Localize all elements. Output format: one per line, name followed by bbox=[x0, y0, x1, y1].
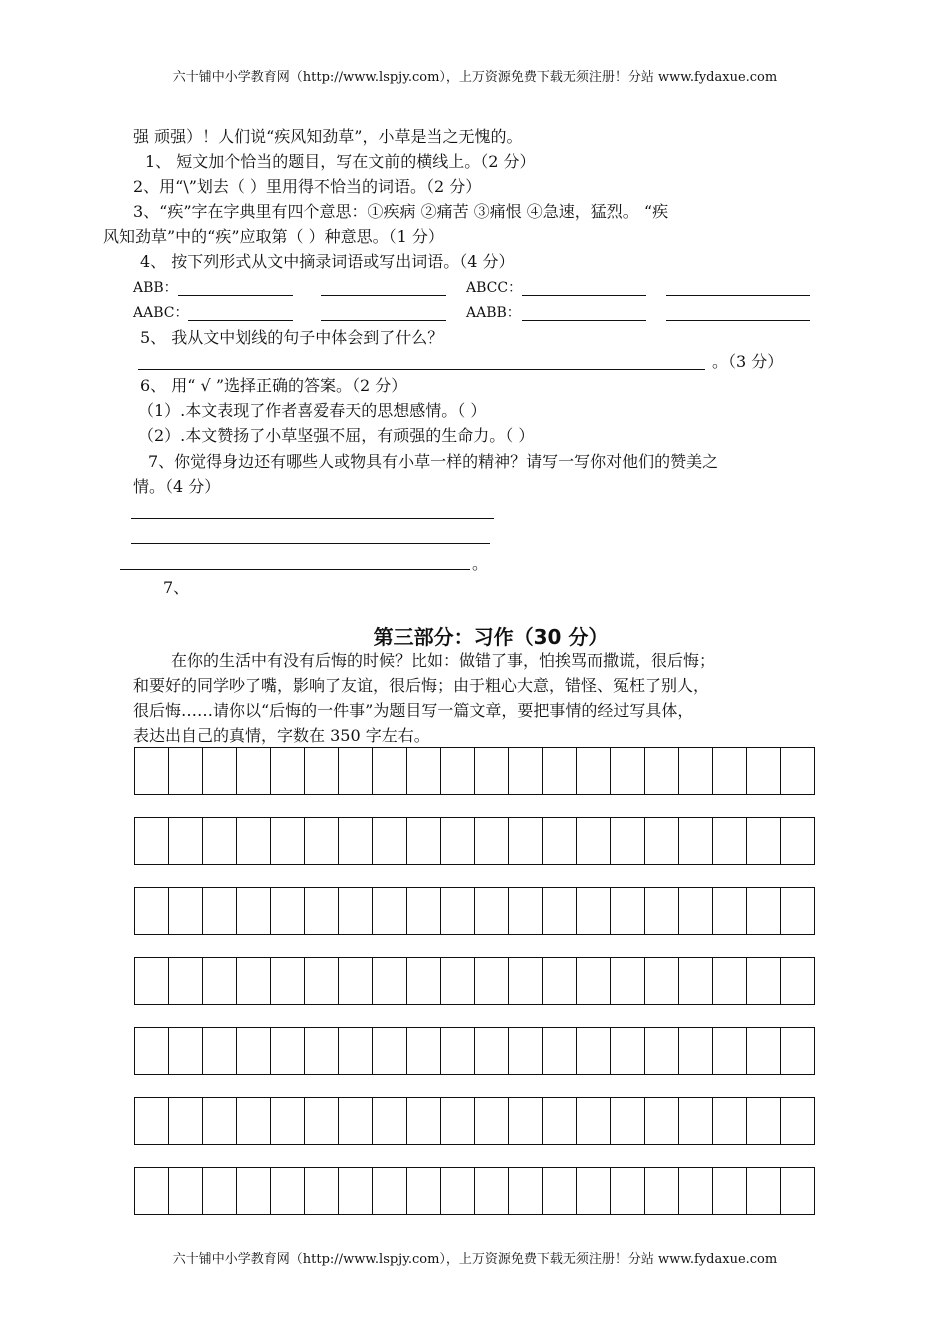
grid-cell[interactable] bbox=[339, 747, 373, 795]
grid-cell[interactable] bbox=[305, 747, 339, 795]
grid-cell[interactable] bbox=[645, 747, 679, 795]
grid-cell[interactable] bbox=[781, 747, 815, 795]
grid-cell[interactable] bbox=[305, 957, 339, 1005]
grid-cell[interactable] bbox=[611, 1097, 645, 1145]
grid-cell[interactable] bbox=[713, 887, 747, 935]
grid-cell[interactable] bbox=[509, 1097, 543, 1145]
grid-cell[interactable] bbox=[577, 1167, 611, 1215]
grid-cell[interactable] bbox=[169, 957, 203, 1005]
answer-line-abcc-2[interactable] bbox=[666, 295, 810, 296]
grid-row bbox=[134, 1097, 815, 1145]
grid-cell[interactable] bbox=[441, 1027, 475, 1075]
passage-end: 强 顽强）！人们说“疾风知劲草”，小草是当之无愧的。 bbox=[133, 127, 523, 146]
grid-cell[interactable] bbox=[475, 817, 509, 865]
grid-cell[interactable] bbox=[679, 887, 713, 935]
grid-cell[interactable] bbox=[713, 747, 747, 795]
grid-cell[interactable] bbox=[373, 1027, 407, 1075]
grid-cell[interactable] bbox=[135, 747, 169, 795]
answer-line-q7-3[interactable] bbox=[120, 569, 470, 570]
grid-cell[interactable] bbox=[611, 1167, 645, 1215]
grid-cell[interactable] bbox=[679, 1167, 713, 1215]
grid-cell[interactable] bbox=[271, 887, 305, 935]
grid-cell[interactable] bbox=[271, 747, 305, 795]
grid-cell[interactable] bbox=[577, 887, 611, 935]
grid-cell[interactable] bbox=[407, 957, 441, 1005]
answer-line-abb-2[interactable] bbox=[321, 295, 446, 296]
question-6: 6、 用“ √ ”选择正确的答案。（2 分） bbox=[140, 376, 408, 395]
grid-cell[interactable] bbox=[679, 957, 713, 1005]
grid-cell[interactable] bbox=[441, 1097, 475, 1145]
grid-cell[interactable] bbox=[407, 817, 441, 865]
grid-row bbox=[134, 1167, 815, 1215]
question-3-line1: 3、“疾”字在字典里有四个意思：①疾病 ②痛苦 ③痛恨 ④急速，猛烈。 “疾 bbox=[133, 202, 669, 221]
grid-cell[interactable] bbox=[509, 887, 543, 935]
grid-cell[interactable] bbox=[203, 887, 237, 935]
grid-cell[interactable] bbox=[611, 817, 645, 865]
grid-cell[interactable] bbox=[339, 887, 373, 935]
grid-cell[interactable] bbox=[237, 747, 271, 795]
answer-line-abcc-1[interactable] bbox=[522, 295, 646, 296]
grid-cell[interactable] bbox=[169, 887, 203, 935]
answer-line-q7-2[interactable] bbox=[131, 543, 490, 544]
grid-cell[interactable] bbox=[271, 817, 305, 865]
grid-cell[interactable] bbox=[543, 957, 577, 1005]
grid-cell[interactable] bbox=[135, 817, 169, 865]
grid-cell[interactable] bbox=[441, 887, 475, 935]
grid-cell[interactable] bbox=[577, 1027, 611, 1075]
grid-cell[interactable] bbox=[747, 817, 781, 865]
stray-number: 7、 bbox=[163, 578, 190, 597]
grid-cell[interactable] bbox=[781, 1097, 815, 1145]
grid-cell[interactable] bbox=[203, 817, 237, 865]
grid-cell[interactable] bbox=[441, 817, 475, 865]
grid-cell[interactable] bbox=[441, 957, 475, 1005]
grid-cell[interactable] bbox=[509, 747, 543, 795]
grid-cell[interactable] bbox=[475, 1167, 509, 1215]
grid-cell[interactable] bbox=[781, 1027, 815, 1075]
grid-cell[interactable] bbox=[645, 817, 679, 865]
grid-cell[interactable] bbox=[339, 957, 373, 1005]
grid-cell[interactable] bbox=[645, 957, 679, 1005]
grid-cell[interactable] bbox=[271, 1097, 305, 1145]
grid-cell[interactable] bbox=[679, 1097, 713, 1145]
answer-line-aabc-2[interactable] bbox=[321, 320, 446, 321]
question-6-option-1: （1）.本文表现了作者喜爱春天的思想感情。（ ） bbox=[138, 401, 487, 420]
grid-cell[interactable] bbox=[169, 817, 203, 865]
grid-cell[interactable] bbox=[645, 1167, 679, 1215]
page-header: 六十铺中小学教育网（http://www.lspjy.com），上万资源免费下载无须注册！分站 www.fydaxue.com bbox=[172, 70, 778, 85]
question-2: 2、用“\”划去（ ）里用得不恰当的词语。（2 分） bbox=[133, 177, 482, 196]
grid-cell[interactable] bbox=[747, 957, 781, 1005]
grid-cell[interactable] bbox=[645, 1097, 679, 1145]
grid-cell[interactable] bbox=[271, 1027, 305, 1075]
grid-cell[interactable] bbox=[339, 1097, 373, 1145]
grid-cell[interactable] bbox=[271, 957, 305, 1005]
prompt-line-4: 表达出自己的真情，字数在 350 字左右。 bbox=[133, 726, 430, 745]
grid-cell[interactable] bbox=[713, 1027, 747, 1075]
grid-cell[interactable] bbox=[407, 887, 441, 935]
grid-cell[interactable] bbox=[475, 1097, 509, 1145]
grid-cell[interactable] bbox=[373, 887, 407, 935]
grid-cell[interactable] bbox=[373, 1097, 407, 1145]
label-aabb: AABB： bbox=[466, 305, 521, 321]
grid-cell[interactable] bbox=[407, 1027, 441, 1075]
section-3-title: 第三部分：习作（30 分） bbox=[373, 625, 609, 649]
grid-cell[interactable] bbox=[305, 1027, 339, 1075]
answer-line-q7-1[interactable] bbox=[131, 518, 494, 519]
question-1: 1、 短文加个恰当的题目，写在文前的横线上。（2 分） bbox=[145, 152, 536, 171]
grid-cell[interactable] bbox=[543, 1027, 577, 1075]
answer-line-q5[interactable] bbox=[138, 369, 705, 370]
grid-cell[interactable] bbox=[135, 957, 169, 1005]
grid-row bbox=[134, 887, 815, 935]
label-abcc: ABCC： bbox=[466, 280, 523, 296]
grid-cell[interactable] bbox=[781, 957, 815, 1005]
grid-cell[interactable] bbox=[713, 1167, 747, 1215]
question-7-end: 。 bbox=[472, 554, 489, 573]
grid-cell[interactable] bbox=[679, 747, 713, 795]
grid-cell[interactable] bbox=[169, 747, 203, 795]
grid-cell[interactable] bbox=[679, 1027, 713, 1075]
grid-cell[interactable] bbox=[135, 1027, 169, 1075]
grid-cell[interactable] bbox=[203, 1097, 237, 1145]
grid-cell[interactable] bbox=[237, 887, 271, 935]
grid-cell[interactable] bbox=[645, 1027, 679, 1075]
grid-cell[interactable] bbox=[441, 747, 475, 795]
grid-cell[interactable] bbox=[237, 1097, 271, 1145]
grid-row bbox=[134, 957, 815, 1005]
grid-cell[interactable] bbox=[475, 747, 509, 795]
answer-line-aabc-1[interactable] bbox=[188, 320, 293, 321]
grid-cell[interactable] bbox=[203, 1027, 237, 1075]
grid-cell[interactable] bbox=[237, 1167, 271, 1215]
grid-cell[interactable] bbox=[543, 747, 577, 795]
grid-cell[interactable] bbox=[713, 817, 747, 865]
grid-cell[interactable] bbox=[543, 1167, 577, 1215]
grid-cell[interactable] bbox=[475, 957, 509, 1005]
question-7-line1: 7、你觉得身边还有哪些人或物具有小草一样的精神？请写一写你对他们的赞美之 bbox=[148, 452, 719, 471]
grid-cell[interactable] bbox=[441, 1167, 475, 1215]
grid-cell[interactable] bbox=[407, 747, 441, 795]
grid-cell[interactable] bbox=[509, 817, 543, 865]
grid-cell[interactable] bbox=[611, 887, 645, 935]
label-abb: ABB： bbox=[133, 280, 178, 296]
prompt-line-3: 很后悔……请你以“后悔的一件事”为题目写一篇文章，要把事情的经过写具体， bbox=[133, 701, 694, 720]
question-3-line2: 风知劲草”中的“疾”应取第（ ）种意思。（1 分） bbox=[103, 227, 444, 246]
grid-cell[interactable] bbox=[305, 1097, 339, 1145]
grid-cell[interactable] bbox=[475, 1027, 509, 1075]
grid-cell[interactable] bbox=[203, 957, 237, 1005]
grid-cell[interactable] bbox=[577, 747, 611, 795]
grid-cell[interactable] bbox=[543, 887, 577, 935]
grid-cell[interactable] bbox=[747, 887, 781, 935]
grid-cell[interactable] bbox=[169, 1167, 203, 1215]
grid-cell[interactable] bbox=[509, 1167, 543, 1215]
grid-cell[interactable] bbox=[169, 1097, 203, 1145]
grid-cell[interactable] bbox=[509, 1027, 543, 1075]
page-footer: 六十铺中小学教育网（http://www.lspjy.com），上万资源免费下载无须注册！分站 www.fydaxue.com bbox=[172, 1252, 778, 1267]
grid-cell[interactable] bbox=[237, 817, 271, 865]
question-5: 5、 我从文中划线的句子中体会到了什么？ bbox=[140, 328, 444, 347]
grid-cell[interactable] bbox=[611, 1027, 645, 1075]
prompt-line-2: 和要好的同学吵了嘴，影响了友谊，很后悔；由于粗心大意，错怪、冤枉了别人， bbox=[133, 676, 710, 695]
grid-row bbox=[134, 1027, 815, 1075]
grid-cell[interactable] bbox=[645, 887, 679, 935]
grid-cell[interactable] bbox=[577, 817, 611, 865]
grid-cell[interactable] bbox=[237, 957, 271, 1005]
label-aabc: AABC： bbox=[133, 305, 189, 321]
answer-line-aabb-1[interactable] bbox=[522, 320, 646, 321]
grid-cell[interactable] bbox=[713, 957, 747, 1005]
grid-cell[interactable] bbox=[781, 817, 815, 865]
grid-cell[interactable] bbox=[373, 1167, 407, 1215]
grid-cell[interactable] bbox=[373, 817, 407, 865]
grid-cell[interactable] bbox=[611, 957, 645, 1005]
grid-cell[interactable] bbox=[305, 817, 339, 865]
grid-cell[interactable] bbox=[135, 1167, 169, 1215]
grid-cell[interactable] bbox=[781, 887, 815, 935]
grid-cell[interactable] bbox=[203, 747, 237, 795]
question-6-option-2: （2）.本文赞扬了小草坚强不屈，有顽强的生命力。（ ） bbox=[138, 426, 535, 445]
grid-cell[interactable] bbox=[135, 1097, 169, 1145]
grid-cell[interactable] bbox=[747, 1167, 781, 1215]
question-4: 4、 按下列形式从文中摘录词语或写出词语。（4 分） bbox=[140, 252, 515, 271]
grid-cell[interactable] bbox=[305, 887, 339, 935]
grid-cell[interactable] bbox=[713, 1097, 747, 1145]
grid-cell[interactable] bbox=[305, 1167, 339, 1215]
answer-line-aabb-2[interactable] bbox=[666, 320, 810, 321]
grid-cell[interactable] bbox=[407, 1167, 441, 1215]
grid-cell[interactable] bbox=[781, 1167, 815, 1215]
grid-cell[interactable] bbox=[543, 817, 577, 865]
grid-cell[interactable] bbox=[747, 1027, 781, 1075]
grid-cell[interactable] bbox=[407, 1097, 441, 1145]
grid-row bbox=[134, 817, 815, 865]
question-7-line2: 情。（4 分） bbox=[133, 477, 221, 496]
grid-cell[interactable] bbox=[543, 1097, 577, 1145]
grid-cell[interactable] bbox=[169, 1027, 203, 1075]
grid-cell[interactable] bbox=[339, 1027, 373, 1075]
grid-cell[interactable] bbox=[679, 817, 713, 865]
grid-cell[interactable] bbox=[747, 747, 781, 795]
grid-cell[interactable] bbox=[611, 747, 645, 795]
grid-cell[interactable] bbox=[203, 1167, 237, 1215]
grid-cell[interactable] bbox=[135, 887, 169, 935]
grid-cell[interactable] bbox=[475, 887, 509, 935]
grid-cell[interactable] bbox=[747, 1097, 781, 1145]
answer-line-abb-1[interactable] bbox=[178, 295, 293, 296]
grid-cell[interactable] bbox=[577, 1097, 611, 1145]
grid-cell[interactable] bbox=[509, 957, 543, 1005]
grid-cell[interactable] bbox=[237, 1027, 271, 1075]
grid-cell[interactable] bbox=[577, 957, 611, 1005]
prompt-line-1: 在你的生活中有没有后悔的时候？比如：做错了事，怕挨骂而撒谎，很后悔； bbox=[171, 651, 716, 670]
grid-cell[interactable] bbox=[373, 747, 407, 795]
grid-row bbox=[134, 747, 815, 795]
grid-cell[interactable] bbox=[339, 817, 373, 865]
grid-cell[interactable] bbox=[271, 1167, 305, 1215]
grid-cell[interactable] bbox=[373, 957, 407, 1005]
question-5-score: 。（3 分） bbox=[712, 352, 784, 371]
grid-cell[interactable] bbox=[339, 1167, 373, 1215]
